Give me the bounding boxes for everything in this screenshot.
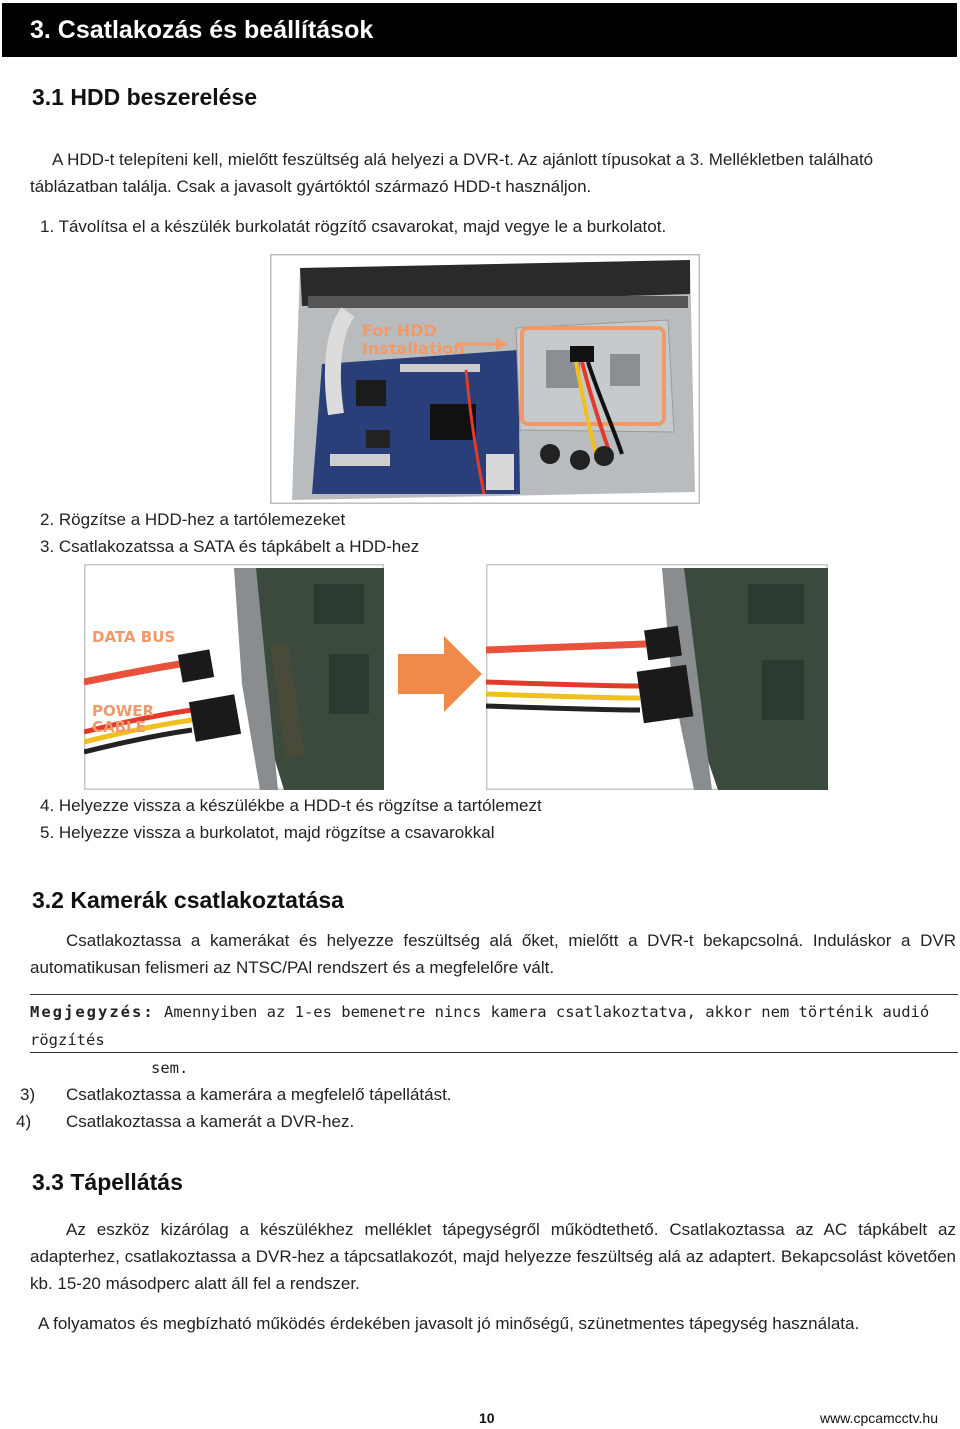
- step-1: 1. Távolítsa el a készülék burkolatát rögzítő csavarokat, majd vegye le a burkolatot.: [40, 217, 667, 236]
- arrow-right-icon: [398, 636, 482, 712]
- note-line-2: sem.: [151, 1059, 189, 1077]
- note-label: Megjegyzés:: [30, 1003, 155, 1021]
- item-4-number: 4): [16, 1112, 32, 1131]
- step-5: 5. Helyezze vissza a burkolatot, majd rögzítse a csavarokkal: [40, 823, 495, 842]
- note-line-1: [30, 998, 958, 1054]
- section-3-paragraph-2: A folyamatos és megbízható működés érdekében javasolt jó minőségű, szünetmentes tápegység használata.: [38, 1314, 860, 1333]
- note-bottom-rule: [30, 1052, 958, 1053]
- footer-website: www.cpcamcctv.hu: [820, 1410, 938, 1426]
- hdd-cables-disconnected-photo: [84, 564, 384, 790]
- section-3-paragraph: Az eszköz kizárólag a készülékhez melléklet tápegységről működtethető. Csatlakoztassa az AC tápkábelt az adapterhez, csatlakoztassa a DVR-hez a tápcsatlakozót, majd helyezze feszültség alá az adaptert. Bekapcsolást követően kb. 15-20 másodperc alatt áll fel a rendszer.: [30, 1220, 956, 1293]
- section-2-paragraph: Csatlakoztassa a kamerákat és helyezze feszültség alá őket, mielőtt a DVR-t bekapcsolná. Induláskor a DVR automatikusan felismeri az NTSC/PAl rendszert és a megfelelőre vált.: [30, 931, 956, 977]
- note-text-1: Amennyiben az 1-es bemenetre nincs kamera csatlakoztatva, akkor nem történik audió rögzítés: [30, 1003, 930, 1049]
- data-bus-label: DATA BUS: [92, 628, 176, 646]
- cable-label: CABLE: [92, 718, 146, 736]
- note-block: [30, 998, 958, 1082]
- step-2: 2. Rögzítse a HDD-hez a tartólemezeket: [40, 510, 346, 529]
- section-2-title: 3.2 Kamerák csatlakoztatása: [32, 887, 344, 913]
- item-4-text: Csatlakoztassa a kamerát a DVR-hez.: [66, 1112, 355, 1131]
- step-3: 3. Csatlakozatssa a SATA és tápkábelt a HDD-hez: [40, 537, 420, 556]
- installation-label: Installation: [362, 339, 465, 358]
- for-hdd-label: For HDD: [362, 321, 437, 340]
- hdd-cables-connected-photo: [486, 564, 828, 790]
- item-3-number: 3): [20, 1085, 36, 1104]
- step-4: 4. Helyezze vissza a készülékbe a HDD-t és rögzítse a tartólemezt: [40, 796, 542, 815]
- page-number: 10: [479, 1410, 495, 1426]
- section-3-title: 3.3 Tápellátás: [32, 1169, 183, 1195]
- section-1-intro-line-1: A HDD-t telepíteni kell, mielőtt feszültség alá helyezi a DVR-t. Az ajánlott típusokat a 3. Mellékletben található: [52, 150, 874, 169]
- item-3-text: Csatlakoztassa a kamerára a megfelelő tápellátást.: [66, 1085, 452, 1104]
- power-label: POWER: [92, 702, 155, 720]
- dvr-interior-photo: [270, 254, 700, 504]
- section-1-title: 3.1 HDD beszerelése: [32, 84, 258, 110]
- section-1-intro-line-2: táblázatban találja. Csak a javasolt gyártóktól származó HDD-t használjon.: [30, 177, 592, 196]
- chapter-title: 3. Csatlakozás és beállítások: [2, 3, 957, 57]
- note-top-rule: [30, 994, 958, 995]
